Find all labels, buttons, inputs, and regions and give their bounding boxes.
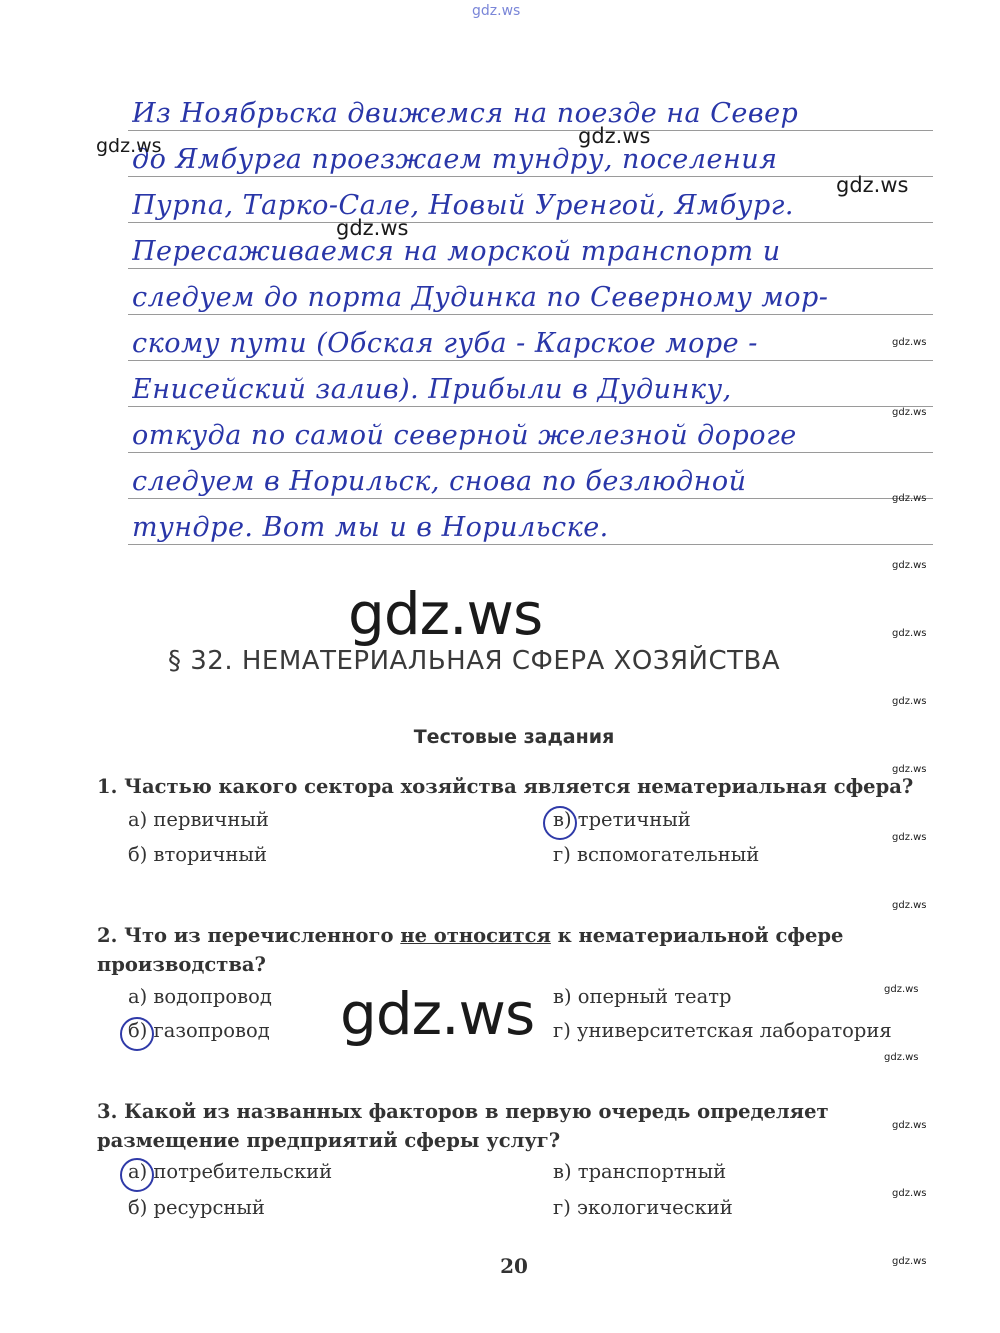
watermark-small: gdz.ws bbox=[892, 900, 927, 911]
answer-circle bbox=[543, 806, 577, 840]
question-1: 1. Частью какого сектора хозяйства является нематериальная сфера? bbox=[97, 775, 914, 798]
handwriting-line: до Ямбурга проезжаем тундру, поселения bbox=[132, 144, 778, 175]
handwriting-line: Пурпа, Тарко-Сале, Новый Уренгой, Ямбург. bbox=[132, 190, 794, 221]
watermark-small: gdz.ws bbox=[892, 628, 927, 639]
section-title: § 32. НЕМАТЕРИАЛЬНАЯ СФЕРА ХОЗЯЙСТВА bbox=[168, 646, 781, 676]
handwriting-line: следуем в Норильск, снова по безлюдной bbox=[132, 466, 747, 497]
q2-option-a: а) водопровод bbox=[128, 985, 272, 1008]
handwritten-answer bbox=[128, 92, 933, 562]
watermark-small: gdz.ws bbox=[892, 1120, 927, 1131]
watermark-small: gdz.ws bbox=[892, 1256, 927, 1267]
handwriting-line: Енисейский залив). Прибыли в Дудинку, bbox=[132, 374, 732, 405]
question-2 bbox=[97, 921, 932, 979]
watermark: gdz.ws bbox=[578, 124, 651, 148]
q1-option-d: г) вспомогательный bbox=[553, 843, 760, 866]
watermark-top: gdz.ws bbox=[472, 3, 521, 19]
watermark-small: gdz.ws bbox=[892, 560, 927, 571]
q2-option-d: г) университетская лаборатория bbox=[553, 1019, 892, 1042]
watermark-large: gdz.ws bbox=[340, 980, 535, 1048]
q2-option-c: в) оперный театр bbox=[553, 985, 732, 1008]
page-number: 20 bbox=[500, 1254, 528, 1278]
answer-circle bbox=[120, 1158, 154, 1192]
watermark-small: gdz.ws bbox=[892, 832, 927, 843]
handwriting-line: тундре. Вот мы и в Норильске. bbox=[132, 512, 609, 543]
watermark-small: gdz.ws bbox=[892, 337, 927, 348]
handwriting-line: Пересаживаемся на морской транспорт и bbox=[132, 236, 781, 267]
q3-option-b: б) ресурсный bbox=[128, 1196, 265, 1219]
subsection-title: Тестовые задания bbox=[413, 726, 615, 748]
q3-option-a: а) потребительский bbox=[128, 1160, 333, 1183]
question-3: 3. Какой из названных факторов в первую очередь определяет размещение предприятий сферы услуг? bbox=[97, 1100, 829, 1152]
watermark-small: gdz.ws bbox=[892, 696, 927, 707]
watermark-small: gdz.ws bbox=[884, 984, 919, 995]
question-2-text-end: к нематериальной сфере производства? bbox=[97, 924, 844, 976]
q1-option-c: в) третичный bbox=[553, 808, 691, 831]
watermark: gdz.ws bbox=[836, 173, 909, 197]
watermark-small: gdz.ws bbox=[892, 1188, 927, 1199]
watermark-large: gdz.ws bbox=[348, 580, 543, 648]
q1-option-b: б) вторичный bbox=[128, 843, 267, 866]
q2-option-b: б) газопровод bbox=[128, 1019, 270, 1042]
handwriting-line: скому пути (Обская губа - Карское море - bbox=[132, 328, 758, 359]
watermark-small: gdz.ws bbox=[892, 764, 927, 775]
question-2-underlined: не относится bbox=[400, 924, 551, 947]
handwriting-line: откуда по самой северной железной дороге bbox=[132, 420, 797, 451]
handwriting-line: Из Ноябрьска движемся на поезде на Север bbox=[132, 98, 799, 129]
q3-option-d: г) экологический bbox=[553, 1196, 733, 1219]
watermark-small: gdz.ws bbox=[892, 407, 927, 418]
q1-option-a: а) первичный bbox=[128, 808, 269, 831]
q3-option-c: в) транспортный bbox=[553, 1160, 727, 1183]
watermark-small: gdz.ws bbox=[892, 493, 927, 504]
question-2-text: 2. Что из перечисленного bbox=[97, 924, 401, 947]
answer-circle bbox=[120, 1017, 154, 1051]
handwriting-line: следуем до порта Дудинка по Северному мор- bbox=[132, 282, 829, 313]
watermark: gdz.ws bbox=[336, 216, 409, 240]
watermark-small: gdz.ws bbox=[884, 1052, 919, 1063]
watermark: gdz.ws bbox=[96, 135, 162, 157]
